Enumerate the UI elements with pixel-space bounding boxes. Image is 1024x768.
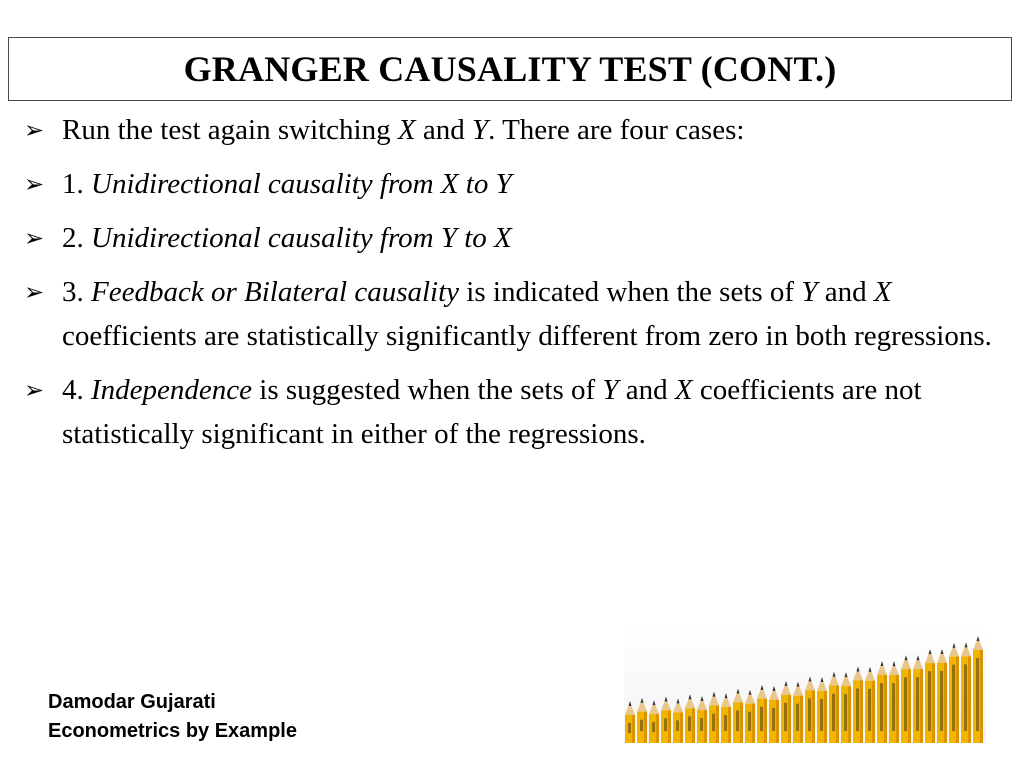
case-name: Feedback or Bilateral causality [91,276,460,308]
case-number: 2. [62,222,91,254]
pencil-icon [829,672,839,743]
footer-book: Econometrics by Example [48,720,297,742]
pencil-icon [745,690,755,743]
bullet-case-4 [24,368,1009,456]
footer-author: Damodar Gujarati [48,691,216,713]
case-name: Independence [91,374,253,406]
case-name: Unidirectional causality from Y to X [91,222,512,254]
var-y: Y [801,276,818,308]
pencil-icon [901,655,911,743]
bullet-text: and [817,276,874,308]
var-x: X [397,114,416,146]
bullet-run-test [24,108,1009,152]
bullet-text: Run the test again switching [62,114,398,146]
pencil-icon [925,649,935,743]
case-number: 4. [62,374,91,406]
bullet-text: is suggested when the sets of [252,374,603,406]
pencil-icon [709,692,719,743]
bullet-text: . There are four cases: [488,114,745,146]
pencil-icon [949,643,959,743]
pencil-icon [757,685,767,743]
pencil-icon [673,698,683,743]
pencil-icon [649,700,659,743]
case-number: 3. [62,276,91,308]
pencil-icon [781,681,791,743]
pencil-icon [769,686,779,743]
bullet-case-1 [24,162,1009,206]
pencil-icon [793,682,803,743]
pencils-image [624,626,986,743]
pencil-icon [853,666,863,743]
bullet-text: and [618,374,675,406]
footer-credit [48,688,297,746]
bullet-list [24,108,1009,466]
pencil-icon [721,693,731,743]
bullet-text: and [415,114,472,146]
arrowhead-bullet-icon: ➢ [24,278,45,306]
pencil-icon [889,661,899,743]
pencil-icon [961,642,971,743]
case-number: 1. [62,168,91,200]
arrowhead-bullet-icon: ➢ [24,116,45,144]
var-y: Y [471,114,489,146]
pencil-icon [685,694,695,743]
bullet-case-3 [24,270,1009,358]
pencil-icon [877,661,887,743]
arrowhead-bullet-icon: ➢ [24,376,45,404]
pencil-icon [625,701,635,743]
var-x: X [873,276,892,308]
pencil-icon [805,676,815,743]
bullet-text: coefficients are not statistically significant in either of the regressions. [62,374,922,450]
pencil-icon [913,655,923,743]
pencil-icon [733,688,743,743]
var-x: X [674,374,693,406]
pencil-icon [697,696,707,743]
bullet-case-2 [24,216,1009,260]
pencil-icon [937,649,947,743]
pencil-icon [817,677,827,743]
var-y: Y [602,374,619,406]
pencil-icon [973,636,983,743]
pencil-icon [637,698,647,743]
arrowhead-bullet-icon: ➢ [24,224,45,252]
pencil-icon [661,696,671,743]
bullet-text: is indicated when the sets of [459,276,802,308]
bullet-text: coefficients are statistically significantly different from zero in both regressions. [62,320,992,352]
pencil-icon [841,672,851,743]
case-name: Unidirectional causality from X to Y [91,168,512,200]
arrowhead-bullet-icon: ➢ [24,170,45,198]
pencils-illustration [624,626,986,743]
slide-title-box [8,37,1012,101]
slide-title: GRANGER CAUSALITY TEST (CONT.) [183,49,837,89]
pencil-icon [865,667,875,743]
